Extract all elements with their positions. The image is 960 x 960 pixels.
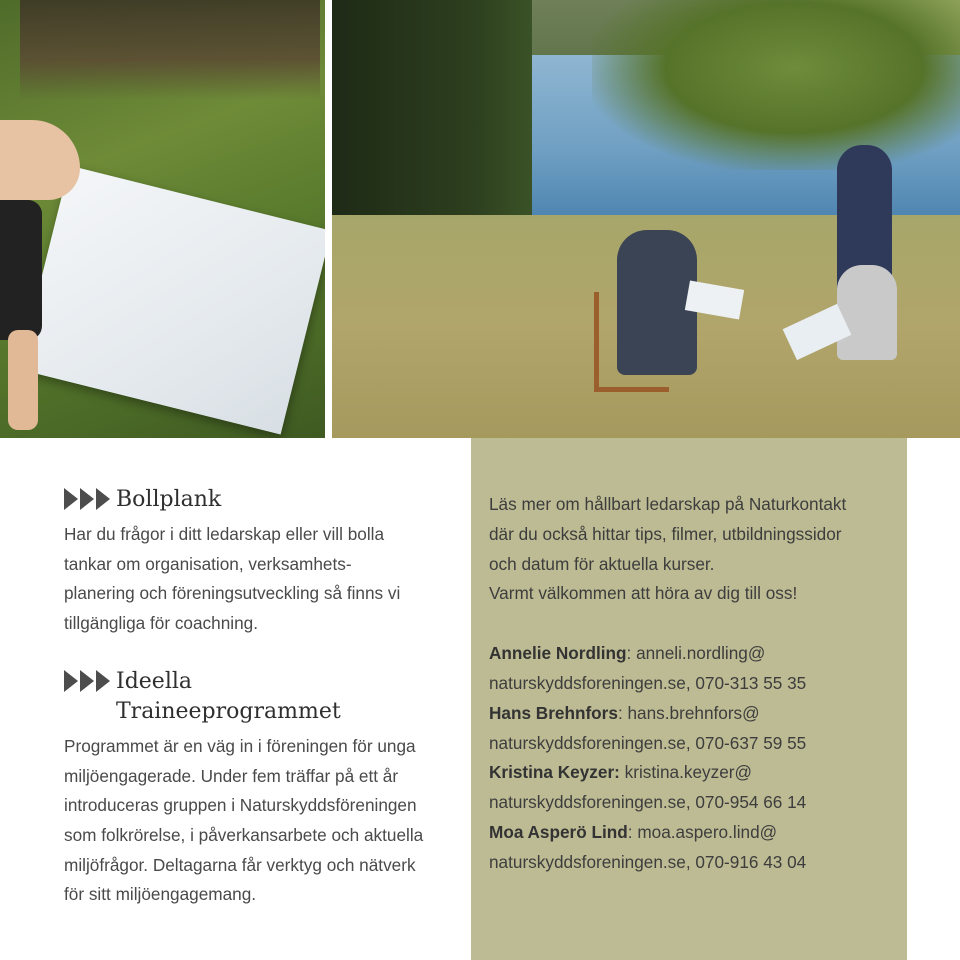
left-text-column — [64, 485, 454, 910]
arrow-right-icon — [80, 488, 94, 510]
contact-separator: : — [617, 702, 628, 723]
photo-hand — [0, 120, 80, 200]
arrow-right-icon — [64, 488, 78, 510]
photo-leg — [0, 200, 42, 340]
photo-group-on-lawn — [332, 0, 960, 438]
text-line: och datum för aktuella kurser. — [489, 553, 715, 574]
photo-person-sitting — [837, 265, 897, 360]
contact-separator: : — [627, 821, 638, 842]
heading-bollplank — [64, 485, 454, 515]
text-line: Har du frågor i ditt ledarskap eller vill bolla — [64, 524, 385, 544]
text-line: introduceras gruppen i Naturskyddsföreningen — [64, 795, 417, 816]
text-line: Varmt välkommen att höra av dig till oss! — [489, 583, 798, 604]
contact-name: Kristina Keyzer: — [489, 762, 620, 783]
text-line: tillgängliga för coachning. — [64, 613, 258, 634]
arrow-right-icon — [64, 670, 78, 692]
text-line: planering och föreningsutveckling så finns vi — [64, 583, 401, 604]
photo-shin — [8, 330, 38, 430]
contact-panel — [471, 438, 907, 960]
contact-name: Annelie Nordling — [489, 643, 627, 664]
contact-details[interactable]: naturskyddsforeningen.se, 070-916 43 04 — [489, 851, 807, 872]
heading-text — [116, 667, 376, 727]
contact-separator: : — [626, 643, 637, 664]
photo-paper-sheets — [19, 165, 325, 434]
contact-details[interactable]: naturskyddsforeningen.se, 070-313 55 35 — [489, 672, 807, 693]
photo-trees — [332, 0, 532, 225]
contact-name: Moa Asperö Lind — [489, 821, 628, 842]
contact-panel-content — [489, 490, 899, 878]
heading-text: Bollplank — [116, 487, 222, 512]
contact-item — [489, 639, 899, 699]
contact-name: Hans Brehnfors — [489, 702, 618, 723]
triple-arrow-icon — [64, 485, 110, 510]
contact-email[interactable]: hans.brehnfors@ — [627, 702, 760, 723]
text-line: Läs mer om hållbart ledarskap på Naturkontakt — [489, 494, 847, 514]
contact-item — [489, 758, 899, 818]
section-trainee — [64, 667, 454, 910]
contact-item — [489, 699, 899, 759]
contact-item — [489, 818, 899, 878]
heading-trainee — [64, 667, 454, 727]
arrow-right-icon — [96, 670, 110, 692]
photo-tree — [592, 0, 960, 170]
contact-email[interactable]: kristina.keyzer@ — [624, 762, 752, 783]
contact-details[interactable]: naturskyddsforeningen.se, 070-637 59 55 — [489, 732, 807, 753]
text-line: tankar om organisation, verksamhets- — [64, 553, 352, 574]
contact-email[interactable]: moa.aspero.lind@ — [637, 821, 778, 842]
text-line: för sitt miljöengagemang. — [64, 884, 257, 905]
text-line: Programmet är en väg in i föreningen för unga — [64, 735, 416, 756]
section-bollplank — [64, 485, 454, 639]
triple-arrow-icon — [64, 667, 110, 692]
photo-chairs — [20, 0, 320, 100]
paragraph-bollplank — [64, 520, 454, 639]
text-line: miljöfrågor. Deltagarna får verktyg och nätverk — [64, 854, 416, 875]
contact-details[interactable]: naturskyddsforeningen.se, 070-954 66 14 — [489, 792, 807, 813]
paragraph-trainee — [64, 732, 454, 910]
heading-line: Ideella — [116, 668, 193, 694]
text-line: som folkrörelse, i påverkansarbete och aktuella — [64, 824, 424, 845]
panel-intro — [489, 490, 899, 609]
heading-line: Traineeprogrammet — [116, 698, 341, 724]
photo-coaching-on-grass — [0, 0, 325, 438]
contact-email[interactable]: anneli.nordling@ — [636, 643, 766, 664]
text-line: miljöengagerade. Under fem träffar på ett år — [64, 765, 399, 786]
arrow-right-icon — [96, 488, 110, 510]
arrow-right-icon — [80, 670, 94, 692]
text-line: där du också hittar tips, filmer, utbildningssidor — [489, 523, 842, 544]
contact-list — [489, 639, 899, 877]
